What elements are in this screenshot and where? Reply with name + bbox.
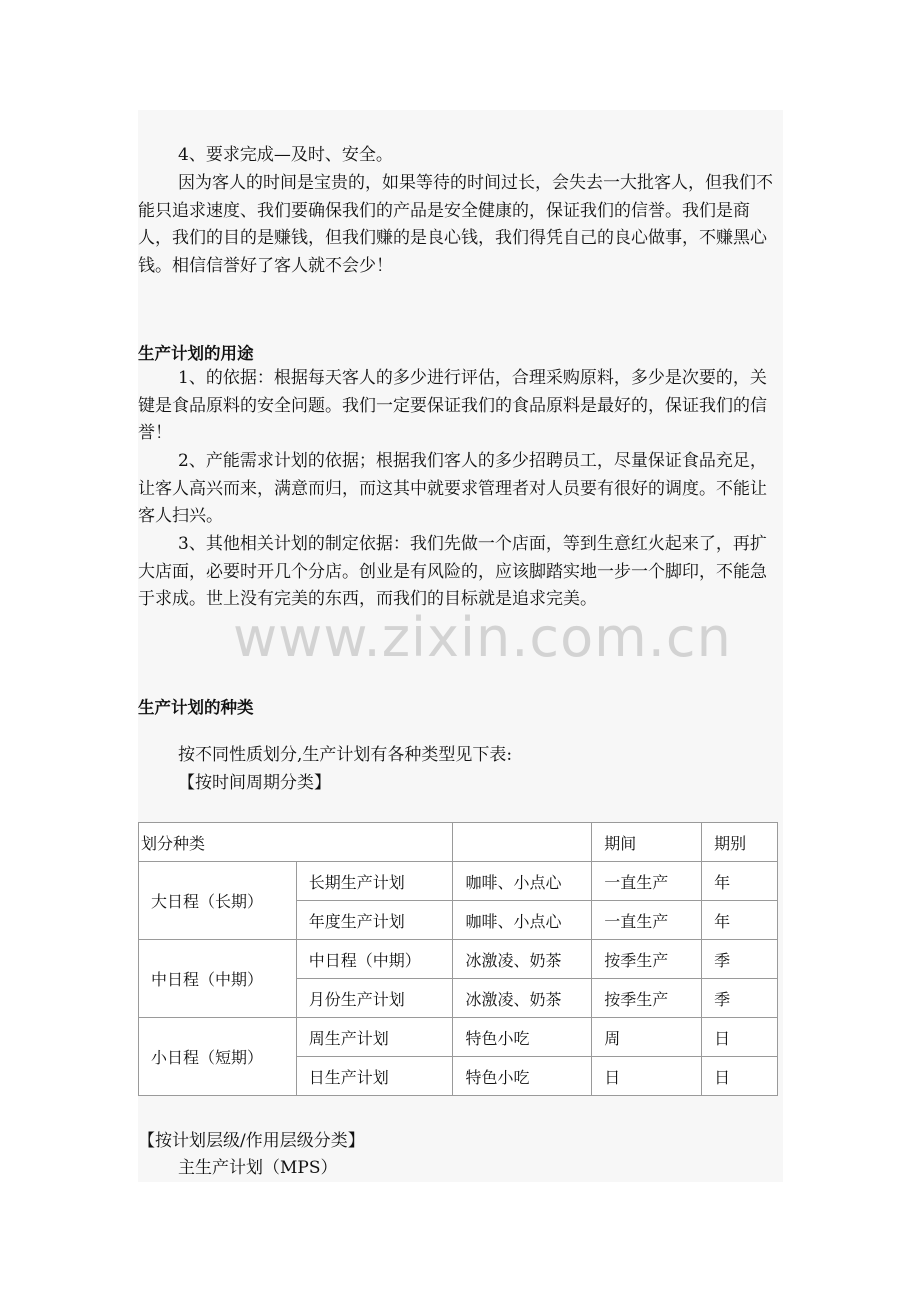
table-cell: 日 — [702, 1057, 778, 1096]
table-row — [139, 1018, 778, 1057]
table-cell: 冰激凌、奶茶 — [453, 940, 592, 979]
by-level-label: 【按计划层级/作用层级分类】 — [138, 1131, 365, 1151]
group-name-cell: 大日程（长期） — [139, 862, 297, 940]
table-cell: 周 — [592, 1018, 702, 1057]
table-header-cell: 划分种类 — [139, 823, 453, 862]
table-cell: 咖啡、小点心 — [453, 862, 592, 901]
table-cell: 特色小吃 — [453, 1018, 592, 1057]
group-name-cell: 中日程（中期） — [139, 940, 297, 1018]
mps-item: 主生产计划（MPS） — [178, 1158, 338, 1178]
table-cell: 特色小吃 — [453, 1057, 592, 1096]
plan-types-table — [138, 822, 778, 1096]
types-title: 生产计划的种类 — [138, 698, 254, 717]
section4-heading: 4、要求完成—及时、安全。 — [178, 145, 393, 165]
table-cell: 按季生产 — [592, 979, 702, 1018]
by-period-label: 【按时间周期分类】 — [178, 773, 331, 793]
table-cell: 年 — [702, 862, 778, 901]
table-cell: 月份生产计划 — [296, 979, 453, 1018]
table-header-row — [139, 823, 778, 862]
table-header-cell: 期别 — [702, 823, 778, 862]
table-cell: 日 — [592, 1057, 702, 1096]
types-intro: 按不同性质划分,生产计划有各种类型见下表: — [178, 745, 513, 765]
table-row — [139, 862, 778, 901]
uses-item-1: 1、的依据：根据每天客人的多少进行评估，合理采购原料，多少是次要的，关键是食品原料的安全问题。我们一定要保证我们的食品原料是最好的，保证我们的信誉！ — [138, 368, 767, 443]
table-cell: 季 — [702, 979, 778, 1018]
table-cell: 周生产计划 — [296, 1018, 453, 1057]
table-cell: 冰激凌、奶茶 — [453, 979, 592, 1018]
watermark: www.zixin.com.cn — [233, 606, 732, 669]
section4-body: 因为客人的时间是宝贵的，如果等待的时间过长，会失去一大批客人，但我们不能只追求速度、我们要确保我们的产品是安全健康的，保证我们的信誉。我们是商人，我们的目的是赚钱，但我们赚的是良心钱，我们得凭自己的良心做事，不赚黑心钱。相信信誉好了客人就不会少！ — [138, 173, 773, 276]
table-cell: 咖啡、小点心 — [453, 901, 592, 940]
uses-item-3: 3、其他相关计划的制定依据：我们先做一个店面，等到生意红火起来了，再扩大店面，必要时开几个分店。创业是有风险的，应该脚踏实地一步一个脚印，不能急于求成。世上没有完美的东西，而我们的目标就是追求完美。 — [138, 534, 767, 609]
table-row — [139, 940, 778, 979]
document-page — [138, 110, 783, 1182]
table-cell: 日 — [702, 1018, 778, 1057]
table-header-cell — [453, 823, 592, 862]
table-cell: 长期生产计划 — [296, 862, 453, 901]
table-cell: 年度生产计划 — [296, 901, 453, 940]
table-cell: 年 — [702, 901, 778, 940]
table-cell: 季 — [702, 940, 778, 979]
table-header-cell: 期间 — [592, 823, 702, 862]
uses-title: 生产计划的用途 — [138, 344, 254, 363]
uses-item-2: 2、产能需求计划的依据；根据我们客人的多少招聘员工，尽量保证食品充足，让客人高兴而来，满意而归，而这其中就要求管理者对人员要有很好的调度。不能让客人扫兴。 — [138, 451, 767, 526]
table-cell: 中日程（中期） — [296, 940, 453, 979]
table-cell: 一直生产 — [592, 862, 702, 901]
table-cell: 一直生产 — [592, 901, 702, 940]
table-cell: 按季生产 — [592, 940, 702, 979]
table-cell: 日生产计划 — [296, 1057, 453, 1096]
group-name-cell: 小日程（短期） — [139, 1018, 297, 1096]
